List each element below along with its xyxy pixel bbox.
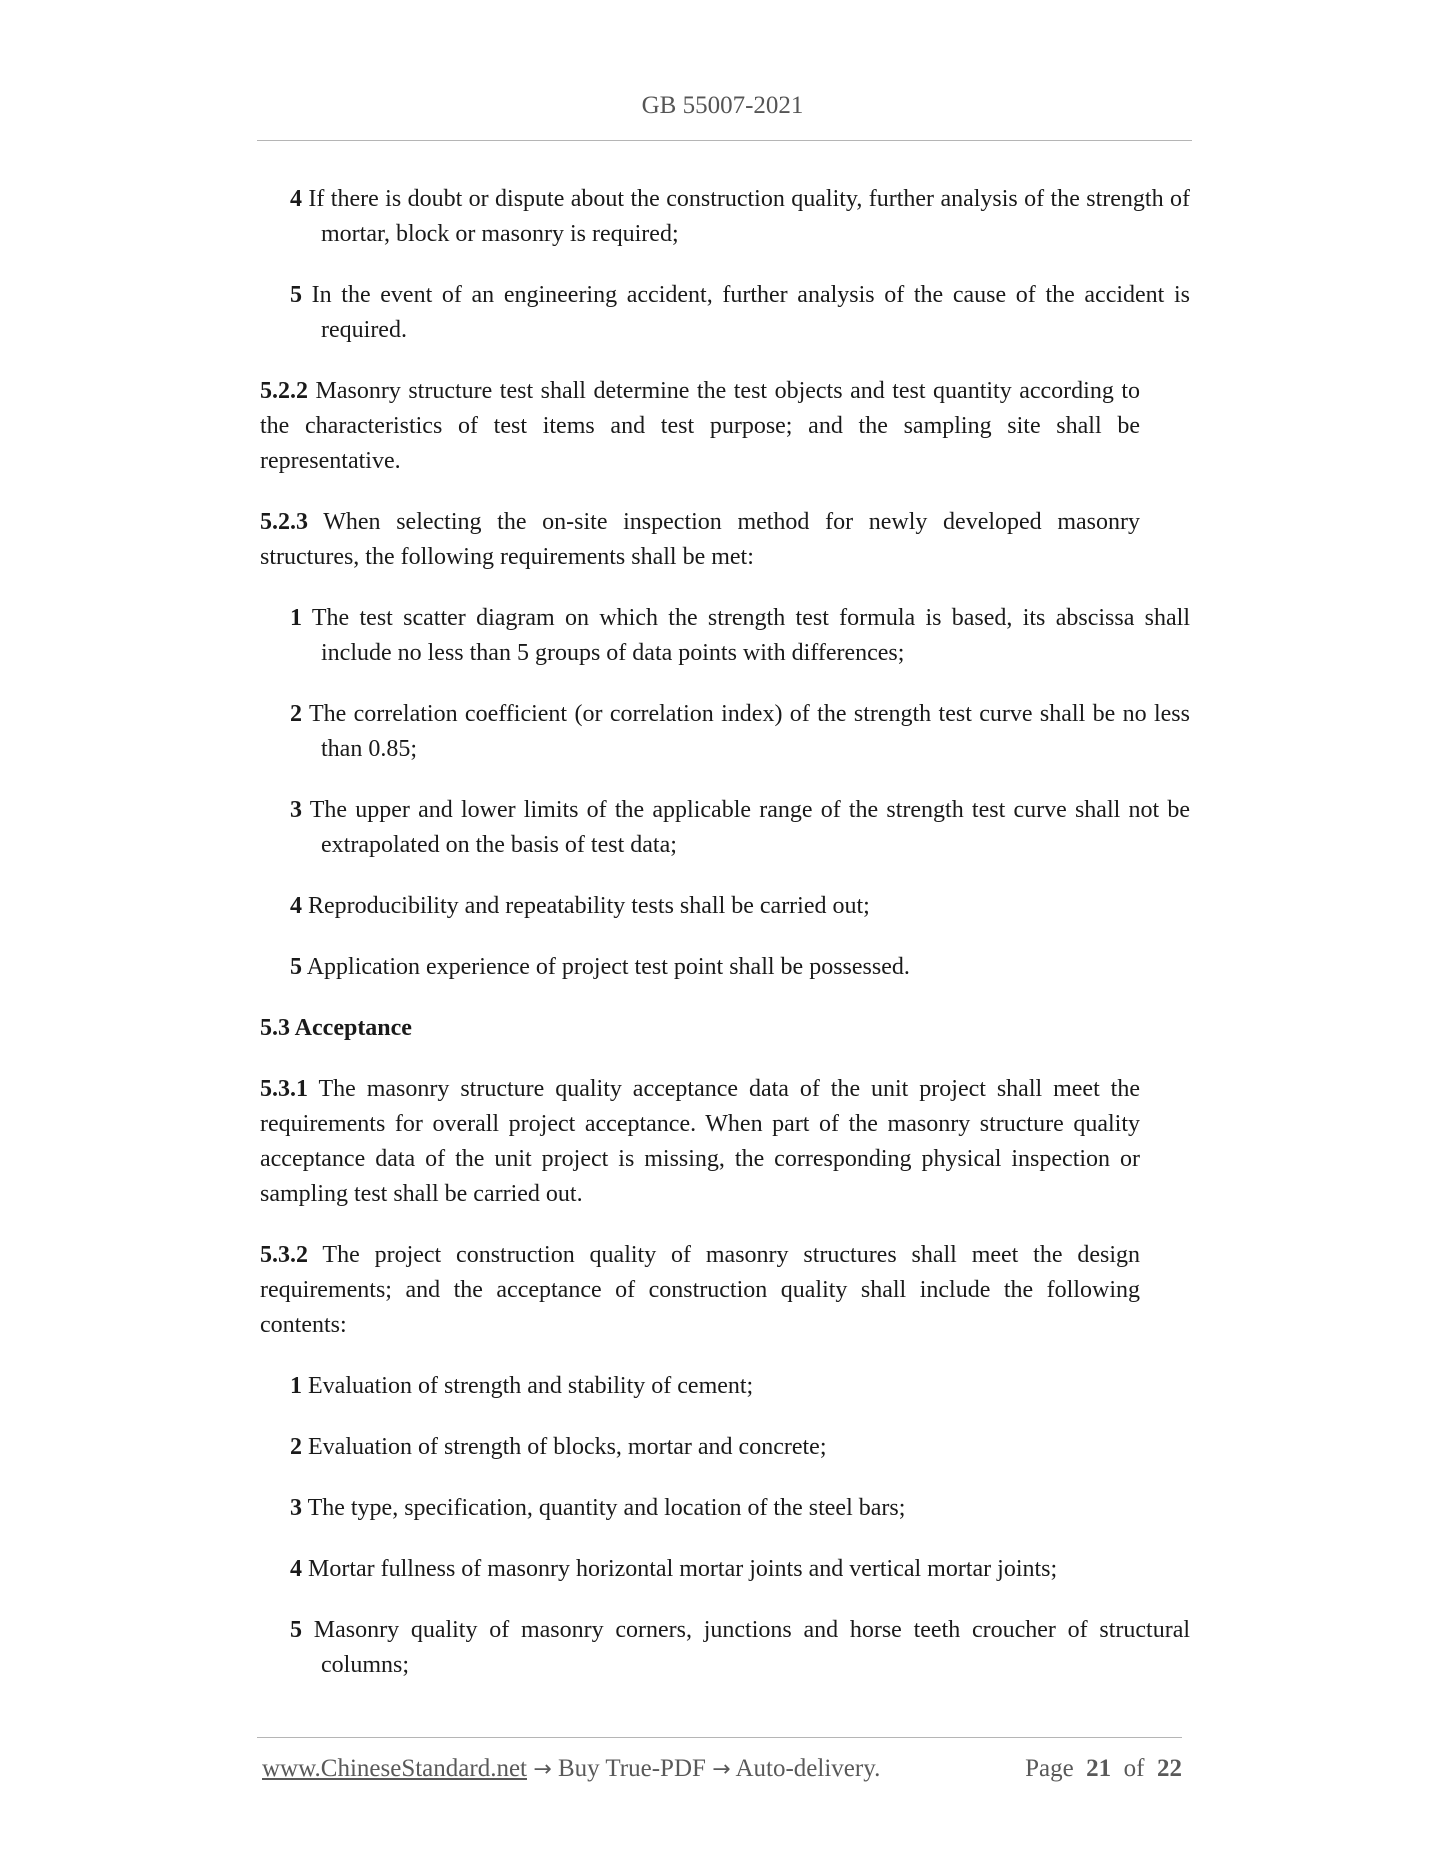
list-item — [260, 793, 1190, 863]
list-item — [260, 1430, 1190, 1465]
item-text: Application experience of project test point shall be possessed. — [306, 954, 910, 980]
clause-5-3-1 — [260, 1072, 1140, 1212]
auto-delivery-text: Auto-delivery. — [735, 1755, 881, 1782]
list-item — [260, 697, 1190, 767]
item-text: Evaluation of strength of blocks, mortar and concrete; — [308, 1434, 827, 1460]
page-header-title: GB 55007-2021 — [641, 92, 804, 119]
arrow-right-icon: → — [712, 1757, 731, 1782]
item-number: 1 — [290, 605, 302, 631]
page-total: 22 — [1157, 1755, 1182, 1782]
item-text: The correlation coefficient (or correlation index) of the strength test curve shall be no less than 0.85; — [308, 701, 1190, 762]
item-number: 3 — [290, 1495, 302, 1521]
item-text: The type, specification, quantity and location of the steel bars; — [307, 1495, 906, 1521]
item-number: 4 — [290, 1556, 302, 1582]
item-text: If there is doubt or dispute about the construction quality, further analysis of the strength of mortar, block or masonry is required; — [308, 186, 1190, 247]
page-label: Page — [1025, 1755, 1074, 1782]
footer-promo — [262, 1755, 880, 1783]
item-number: 5 — [290, 954, 302, 980]
item-number: 5 — [290, 282, 302, 308]
list-item — [260, 182, 1190, 252]
website-link[interactable]: www.ChineseStandard.net — [262, 1755, 527, 1782]
item-number: 2 — [290, 701, 302, 727]
list-item — [260, 1491, 1190, 1526]
item-text: In the event of an engineering accident, further analysis of the cause of the accident is required. — [311, 282, 1191, 343]
section-heading-5-3: 5.3 Acceptance — [260, 1015, 412, 1041]
item-number: 3 — [290, 797, 302, 823]
arrow-right-icon: → — [533, 1757, 552, 1782]
clause-text: When selecting the on-site inspection method for newly developed masonry structures, the following requirements shall be met: — [260, 509, 1140, 570]
item-text: Evaluation of strength and stability of cement; — [308, 1373, 754, 1399]
clause-text: The project construction quality of masonry structures shall meet the design requirements; and the acceptance of construction quality shall include the following contents: — [260, 1242, 1140, 1338]
clause-number: 5.2.3 — [260, 509, 308, 535]
page-current: 21 — [1086, 1755, 1112, 1782]
document-body — [260, 182, 1190, 1709]
clause-5-2-2 — [260, 374, 1140, 479]
list-item — [260, 1613, 1190, 1683]
header-divider — [257, 140, 1192, 141]
clause-5-2-3 — [260, 505, 1140, 575]
item-number: 1 — [290, 1373, 302, 1399]
list-item — [260, 950, 1190, 985]
list-item — [260, 889, 1190, 924]
footer-divider — [257, 1737, 1182, 1738]
item-number: 4 — [290, 186, 302, 212]
clause-text: The masonry structure quality acceptance data of the unit project shall meet the requirements for overall project acceptance. When part of the masonry structure quality acceptance data of the unit project is missing, the corresponding physical inspection or sampling test shall be carried out. — [260, 1076, 1140, 1207]
page-footer — [262, 1755, 1182, 1783]
of-label: of — [1123, 1755, 1145, 1782]
item-text: The upper and lower limits of the applicable range of the strength test curve shall not be extrapolated on the basis of test data; — [309, 797, 1190, 858]
item-text: Reproducibility and repeatability tests shall be carried out; — [308, 893, 870, 919]
item-number: 2 — [290, 1434, 302, 1460]
clause-text: Masonry structure test shall determine the test objects and test quantity according to the characteristics of test items and test purpose; and the sampling site shall be representative. — [260, 378, 1141, 474]
item-text: Mortar fullness of masonry horizontal mortar joints and vertical mortar joints; — [308, 1556, 1058, 1582]
buy-pdf-text: Buy True-PDF — [557, 1755, 706, 1782]
item-number: 4 — [290, 893, 302, 919]
item-number: 5 — [290, 1617, 302, 1643]
list-item — [260, 1369, 1190, 1404]
list-item — [260, 278, 1190, 348]
clause-number: 5.3.1 — [260, 1076, 308, 1102]
item-text: The test scatter diagram on which the strength test formula is based, its abscissa shall include no less than 5 groups of data points with differences; — [311, 605, 1190, 666]
clause-5-3-2 — [260, 1238, 1140, 1343]
item-text: Masonry quality of masonry corners, junctions and horse teeth croucher of structural columns; — [313, 1617, 1191, 1678]
list-item — [260, 601, 1190, 671]
page-number — [1025, 1755, 1182, 1783]
clause-number: 5.2.2 — [260, 378, 308, 404]
clause-number: 5.3.2 — [260, 1242, 308, 1268]
list-item — [260, 1552, 1190, 1587]
